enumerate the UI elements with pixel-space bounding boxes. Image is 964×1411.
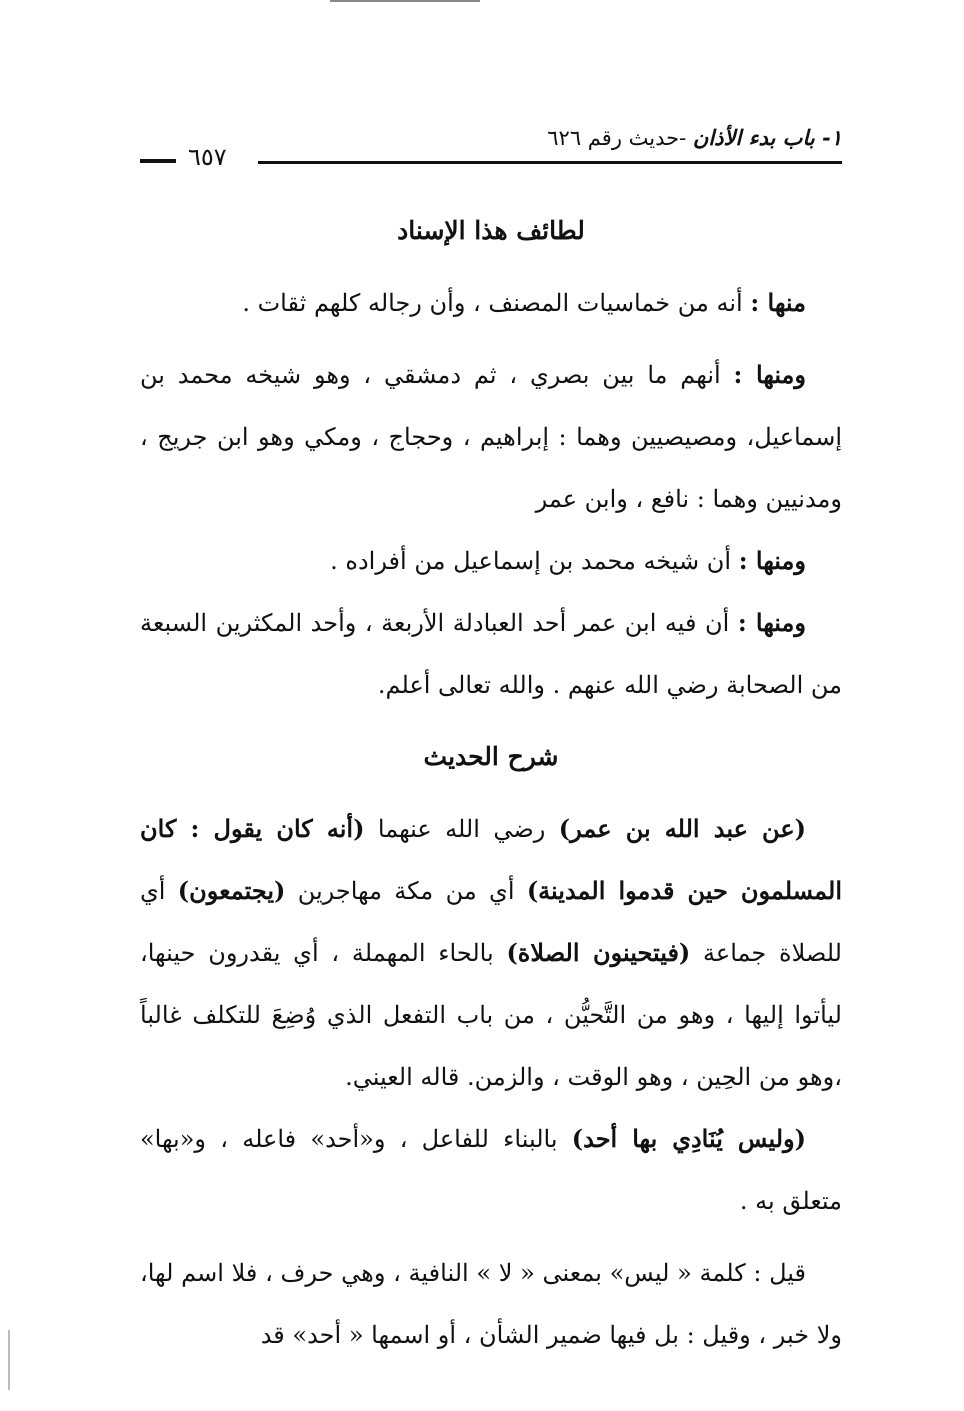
paragraph [140, 592, 842, 716]
commentary: رضي الله عنهما [377, 815, 546, 843]
paragraph-text: أن فيه ابن عمر أحد العبادلة الأربعة ، وأحد المكثرين السبعة من الصحابة رضي الله عنهم . والله تعالى أعلم. [140, 609, 842, 699]
hadith-quote: (وليس يُنَادِي بها أحد) [571, 1124, 806, 1153]
paragraph [140, 272, 842, 334]
commentary: أي من مكة مهاجرين [297, 877, 515, 905]
hadith-number: -حديث رقم ٦٢٦ [547, 126, 687, 150]
paragraph-text: أن شيخه محمد بن إسماعيل من أفراده . [330, 547, 732, 575]
paragraph-text: أنه من خماسيات المصنف ، وأن رجاله كلهم ثقات . [242, 289, 743, 317]
scan-edge-mark [8, 1330, 10, 1390]
page-number: ٦٥٧ [188, 143, 227, 171]
top-edge-rule [330, 0, 480, 2]
paragraph [140, 344, 842, 530]
hadith-quote: (أنه كان يقول : كان المسلمون حين قدموا المدينة) [140, 814, 842, 905]
paragraph-lead: ومنها : [733, 360, 807, 389]
paragraph [140, 1108, 842, 1232]
paragraph [140, 530, 842, 592]
hadith-quote: (فيتحينون الصلاة) [506, 938, 691, 967]
section-heading-sharh: شرح الحديث [423, 742, 559, 771]
paragraph: قيل : كلمة « ليس» بمعنى « لا » النافية ، وهي حرف ، فلا اسم لها، ولا خبر ، وقيل : بل فيها ضمير الشأن ، أو اسمها « أحد» قد [140, 1259, 842, 1349]
section-heading-isnad: لطائف هذا الإسناد [397, 216, 585, 245]
commentary: بالبناء للفاعل ، و«أحد» فاعله ، و«بها» متعلق به . [140, 1125, 842, 1215]
paragraph-text: أنهم ما بين بصري ، ثم دمشقي ، وهو شيخه محمد بن إسماعيل، ومصيصيين وهما : إبراهيم ، وحجاج ، ومكي وهو ابن جريج ، ومدنيين وهما : نافع ، وابن عمر [140, 361, 842, 513]
hadith-quote: (يجتمعون) [177, 876, 286, 905]
header-rule [258, 161, 842, 164]
paragraph-lead: ومنها : [737, 608, 806, 637]
page-number-dash [140, 159, 176, 163]
hadith-quote: (عن عبد الله بن عمر) [558, 814, 807, 843]
page-body [140, 200, 842, 1366]
running-title [547, 125, 842, 150]
page-header [140, 125, 842, 175]
paragraph-lead: ومنها : [738, 546, 806, 575]
commentary: بالحاء المهملة ، أي يقدرون حينها، ليأتوا إليها ، وهو من التَّحيُّن ، من باب التفعل الذي وُضِعَ للتكلف غالباً ،وهو من الحِين ، وهو الوقت ، والزمن. قاله العيني. [140, 939, 842, 1091]
paragraph [140, 798, 842, 1108]
paragraph-lead: منها : [750, 288, 806, 317]
commentary: أي للصلاة جماعة [140, 877, 842, 967]
chapter-title: ١- باب بدء الأذان [692, 125, 842, 150]
